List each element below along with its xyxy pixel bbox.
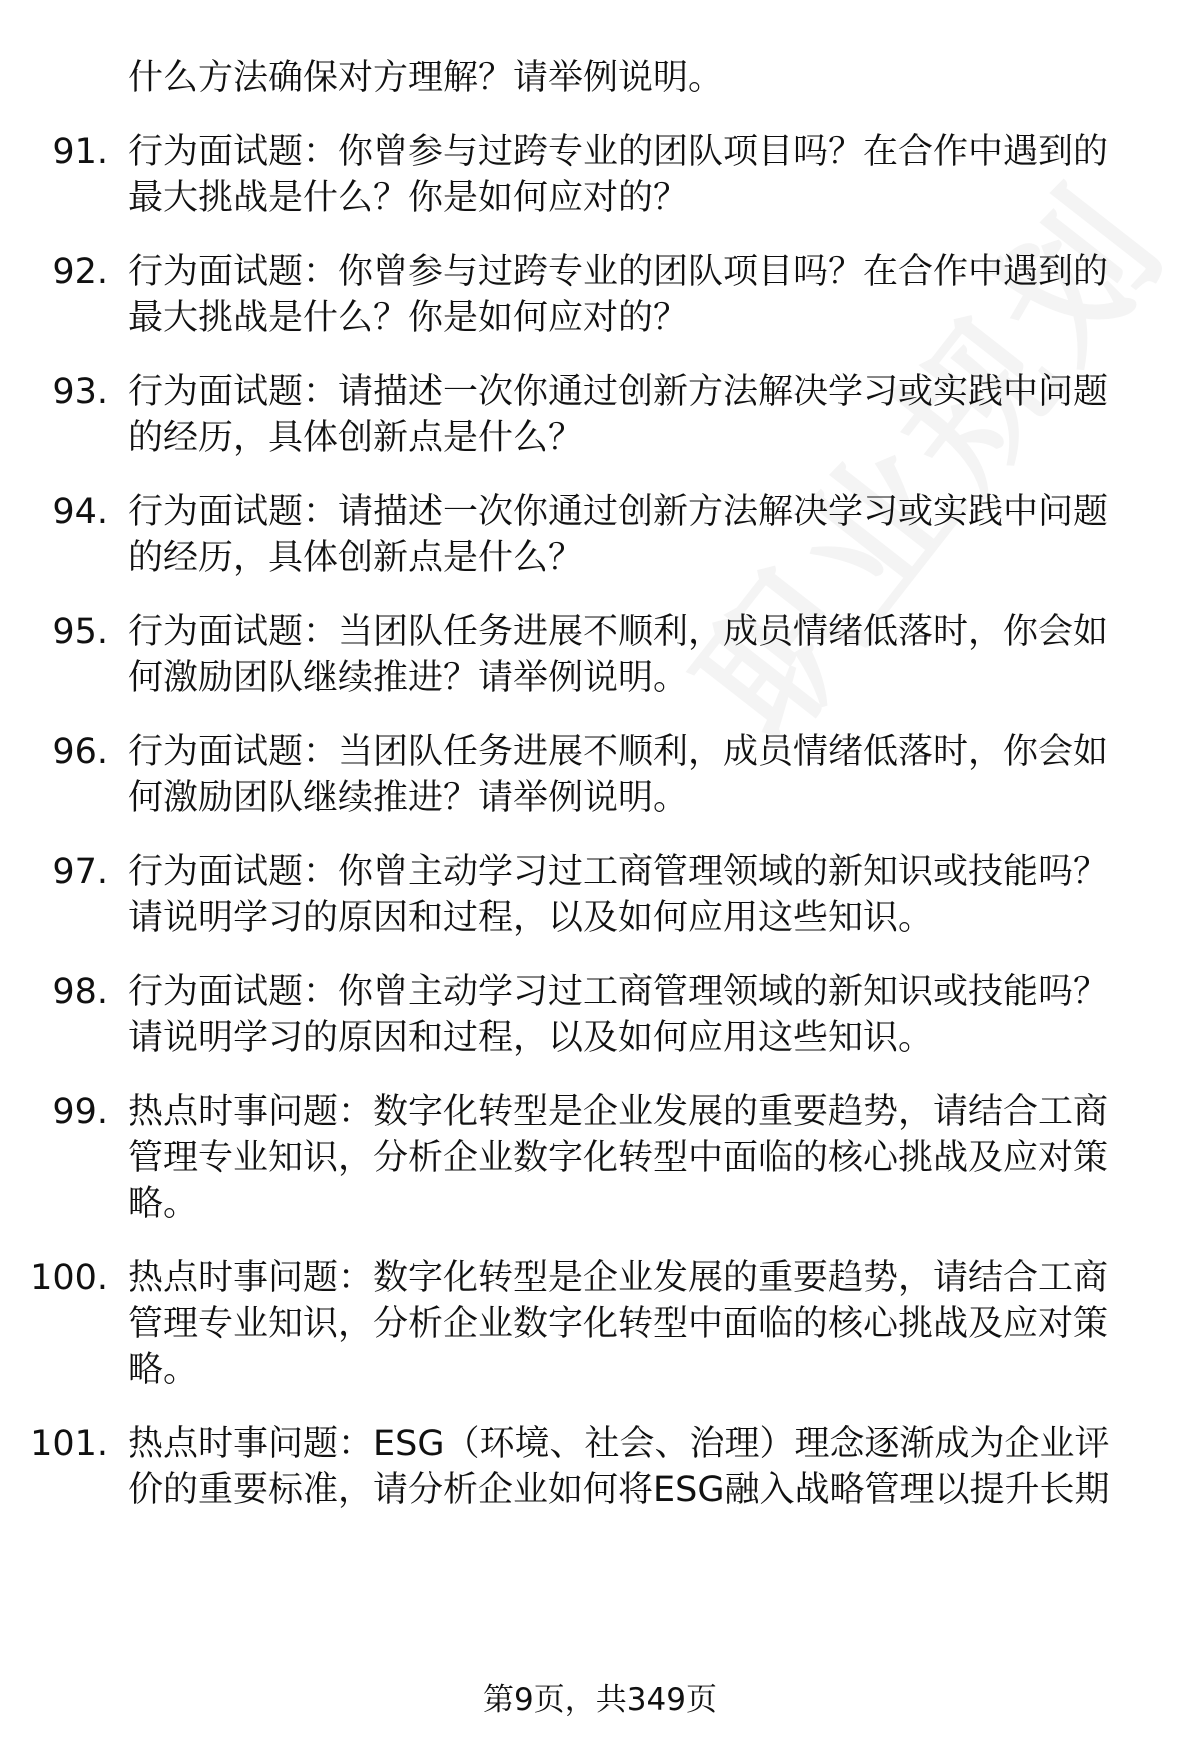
item-line: 请说明学习的原因和过程，以及如何应用这些知识。 bbox=[128, 1018, 934, 1058]
item-number: 93. bbox=[52, 372, 108, 412]
item-line: 行为面试题：你曾参与过跨专业的团队项目吗？在合作中遇到的 bbox=[128, 132, 1109, 172]
page-footer: 第9页，共349页 bbox=[483, 1682, 717, 1718]
item-number: 96. bbox=[52, 732, 108, 772]
item-line: 热点时事问题：数字化转型是企业发展的重要趋势，请结合工商 bbox=[128, 1092, 1109, 1132]
item-line: 管理专业知识，分析企业数字化转型中面临的核心挑战及应对策 bbox=[128, 1304, 1109, 1344]
item-number: 99. bbox=[52, 1092, 108, 1132]
item-line: 价的重要标准，请分析企业如何将ESG融入战略管理以提升长期 bbox=[128, 1470, 1110, 1510]
item-line: 行为面试题：当团队任务进展不顺利，成员情绪低落时，你会如 bbox=[128, 732, 1109, 772]
item-line: 何激励团队继续推进？请举例说明。 bbox=[128, 778, 689, 818]
item-line: 热点时事问题：ESG（环境、社会、治理）理念逐渐成为企业评 bbox=[128, 1424, 1110, 1464]
item-line: 的经历，具体创新点是什么？ bbox=[128, 418, 584, 458]
item-number: 91. bbox=[52, 132, 108, 172]
item-line: 请说明学习的原因和过程，以及如何应用这些知识。 bbox=[128, 898, 934, 938]
item-line: 最大挑战是什么？你是如何应对的？ bbox=[128, 178, 689, 218]
item-number: 98. bbox=[52, 972, 108, 1012]
item-line: 热点时事问题：数字化转型是企业发展的重要趋势，请结合工商 bbox=[128, 1258, 1109, 1298]
item-number: 92. bbox=[52, 252, 108, 292]
watermark bbox=[640, 136, 1200, 773]
item-line: 略。 bbox=[128, 1350, 199, 1390]
item-number: 97. bbox=[52, 852, 108, 892]
item-number: 94. bbox=[52, 492, 108, 532]
item-number: 95. bbox=[52, 612, 108, 652]
item-line: 行为面试题：你曾主动学习过工商管理领域的新知识或技能吗？ bbox=[128, 852, 1109, 892]
item-line: 行为面试题：请描述一次你通过创新方法解决学习或实践中问题 bbox=[128, 492, 1109, 532]
item-number: 100. bbox=[30, 1258, 108, 1298]
item-line: 管理专业知识，分析企业数字化转型中面临的核心挑战及应对策 bbox=[128, 1138, 1109, 1178]
item-line: 何激励团队继续推进？请举例说明。 bbox=[128, 658, 689, 698]
item-number: 101. bbox=[30, 1424, 108, 1464]
item-line: 行为面试题：你曾参与过跨专业的团队项目吗？在合作中遇到的 bbox=[128, 252, 1109, 292]
item-line: 行为面试题：当团队任务进展不顺利，成员情绪低落时，你会如 bbox=[128, 612, 1109, 652]
continuation-line: 什么方法确保对方理解？请举例说明。 bbox=[128, 58, 724, 98]
item-line: 行为面试题：请描述一次你通过创新方法解决学习或实践中问题 bbox=[128, 372, 1109, 412]
item-line: 最大挑战是什么？你是如何应对的？ bbox=[128, 298, 689, 338]
item-line: 的经历，具体创新点是什么？ bbox=[128, 538, 584, 578]
item-line: 行为面试题：你曾主动学习过工商管理领域的新知识或技能吗？ bbox=[128, 972, 1109, 1012]
item-line: 略。 bbox=[128, 1184, 199, 1224]
